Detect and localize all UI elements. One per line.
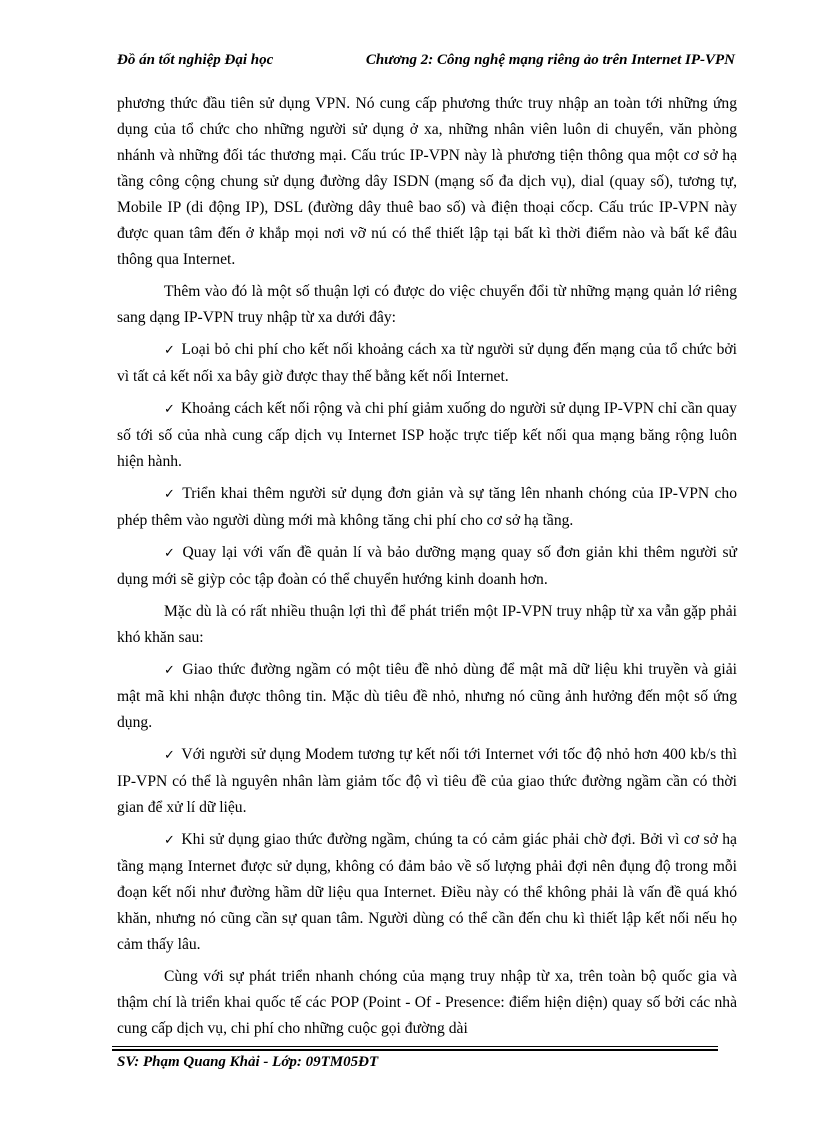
list-item-text: Triển khai thêm người sử dụng đơn giản và sự tăng lên nhanh chóng của IP-VPN cho phép thêm vào người dùng mới mà không tăng chi phí cho cơ sở hạ tầng.	[117, 485, 737, 529]
list-item	[117, 742, 737, 821]
list-item-text: Giao thức đường ngầm có một tiêu đề nhỏ dùng để mật mã dữ liệu khi truyền và giải mật mã khi nhận được thông tin. Mặc dù tiêu đề nhỏ, nhưng nó cũng ảnh hưởng đến một số ứng dụng.	[117, 661, 737, 731]
document-body	[117, 91, 737, 1048]
page-header	[117, 52, 735, 74]
list-item	[117, 396, 737, 475]
header-left: Đồ án tốt nghiệp Đại học	[117, 52, 274, 68]
list-item-text: Khoảng cách kết nối rộng và chi phí giảm xuống do người sử dụng IP-VPN chỉ cần quay số tới số của nhà cung cấp dịch vụ Internet ISP hoặc trực tiếp kết nối qua mạng băng rộng luôn hiện hành.	[117, 400, 737, 470]
check-mark-icon: ✓	[164, 748, 176, 763]
paragraph: Thêm vào đó là một số thuận lợi có được do việc chuyển đổi từ những mạng quản lớ riêng sang dạng IP-VPN truy nhập từ xa dưới đây:	[117, 283, 737, 326]
list-item-text: Loại bỏ chi phí cho kết nối khoảng cách xa từ người sử dụng đến mạng của tổ chức bởi vì tất cả kết nối xa bây giờ được thay thế bằng kết nối Internet.	[117, 341, 737, 385]
list-item-text: Với người sử dụng Modem tương tự kết nối tới Internet với tốc độ nhỏ hơn 400 kb/s thì IP-VPN có thể là nguyên nhân làm giảm tốc độ vì tiêu đề của giao thức đường ngầm cần có thời gian để xử lí dữ liệu.	[117, 746, 737, 816]
paragraph: phương thức đầu tiên sử dụng VPN. Nó cung cấp phương thức truy nhập an toàn tới những ứng dụng của tổ chức cho những người sử dụng ở xa, những nhân viên luôn di chuyển, văn phòng nhánh và những đối tác thương mại. Cấu trúc IP-VPN này là phương tiện thông qua một cơ sở hạ tầng công cộng chung sử dụng đường dây ISDN (mạng số đa dịch vụ), dial (quay số), tương tự, Mobile IP (di động IP), DSL (đường dây thuê bao số) và điện thoại cốcp. Cấu trúc IP-VPN này được quan tâm đến ở khắp mọi nơi vỡ nú có thể thiết lập tại bất kì thời điểm nào và bất kể đâu thông qua Internet.	[117, 95, 737, 268]
check-mark-icon: ✓	[164, 343, 176, 358]
list-item	[117, 827, 737, 958]
check-mark-icon: ✓	[164, 833, 176, 848]
paragraph: Mặc dù là có rất nhiều thuận lợi thì để phát triển một IP-VPN truy nhập từ xa vẫn gặp phải khó khăn sau:	[117, 603, 737, 646]
list-item-text: Quay lại với vấn đề quản lí và bảo dưỡng mạng quay số đơn giản khi thêm người sử dụng mới sẽ giỳp cỏc tập đoàn có thể chuyển hướng kinh doanh hơn.	[117, 544, 737, 588]
paragraph: Cùng với sự phát triển nhanh chóng của mạng truy nhập từ xa, trên toàn bộ quốc gia và thậm chí là triển khai quốc tế các POP (Point - Of - Presence: điểm hiện diện) quay số bởi các nhà cung cấp dịch vụ, chi phí cho những cuộc gọi đường dài	[117, 968, 737, 1037]
check-mark-icon: ✓	[164, 487, 177, 502]
check-mark-icon: ✓	[164, 663, 177, 678]
check-mark-icon: ✓	[164, 546, 177, 561]
page-footer: SV: Phạm Quang Khải - Lớp: 09TM05ĐT	[117, 1054, 379, 1070]
list-item	[117, 481, 737, 534]
list-item	[117, 540, 737, 593]
header-right: Chương 2: Công nghệ mạng riêng ảo trên Internet IP-VPN	[365, 52, 735, 68]
list-item-text: Khi sử dụng giao thức đường ngầm, chúng ta có cảm giác phải chờ đợi. Bởi vì cơ sở hạ tầng mạng Internet được sử dụng, không có đảm bảo về số lượng phải đợi nên đụng độ trong mỗi đoạn kết nối như đường hầm dữ liệu qua Internet. Điều này có thể không phải là vấn đề quá khó khăn, nhưng nó cũng cần sự quan tâm. Người dùng có thể cần đến chu kì thiết lập kết nối nếu họ cảm thấy lâu.	[117, 831, 737, 953]
footer-divider	[112, 1046, 718, 1047]
check-mark-icon: ✓	[164, 402, 175, 417]
list-item	[117, 337, 737, 390]
list-item	[117, 657, 737, 736]
footer-divider	[112, 1049, 718, 1051]
